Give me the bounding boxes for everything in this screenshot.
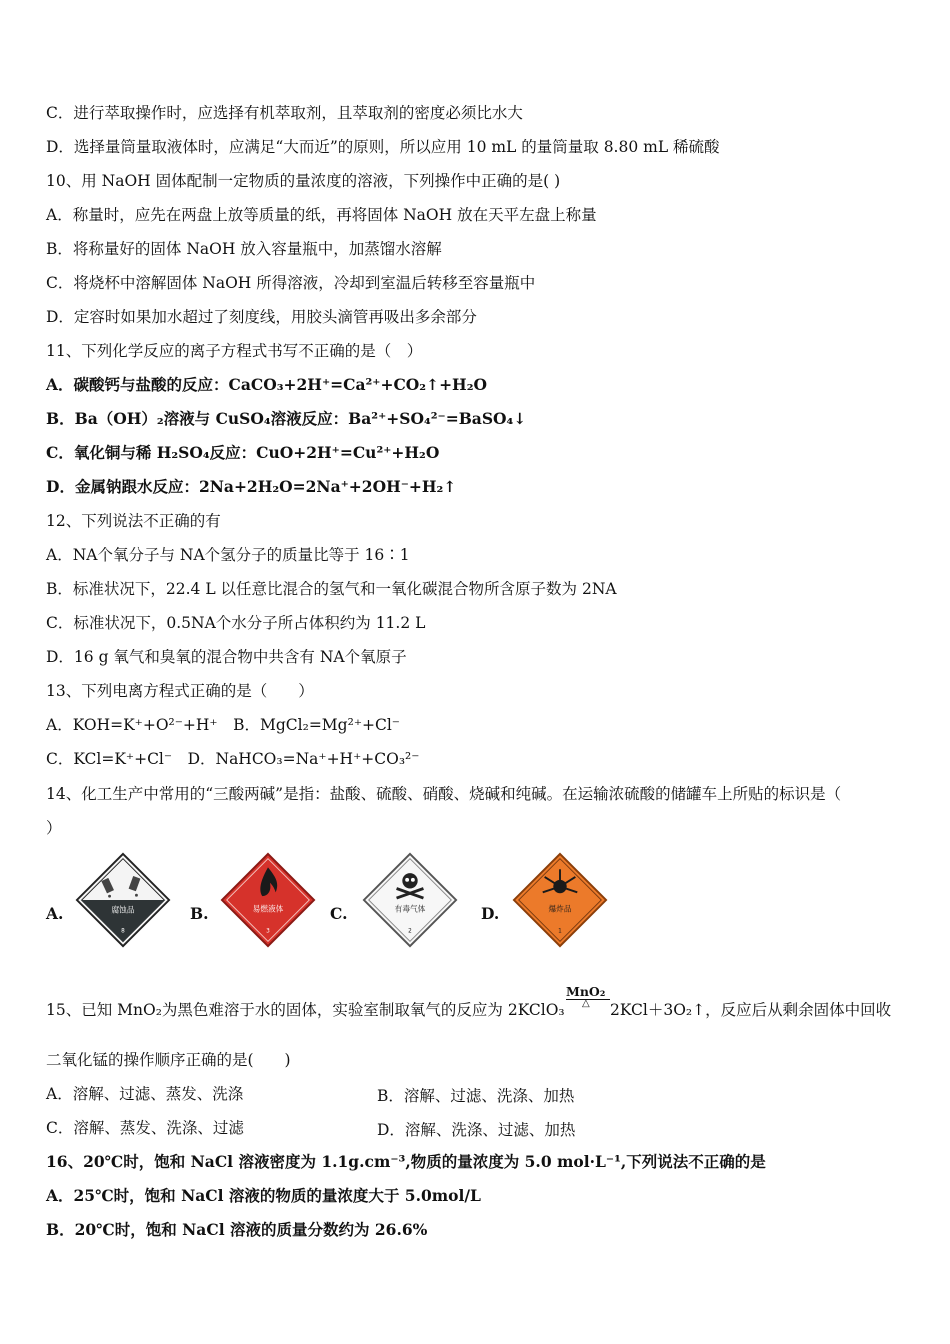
q14-stem-line1: 14、化工生产中常用的“三酸两碱”是指：盐酸、硫酸、硝酸、烧碱和纯碱。在运输浓硫酸的储罐车上所贴的标识是（	[46, 785, 842, 803]
q14-option-a-label: A.	[46, 904, 64, 923]
q15-heat-symbol: △	[582, 998, 590, 1009]
explosive-sign-icon	[509, 852, 611, 948]
q15-option-d: D．溶解、洗涤、过滤、加热	[377, 1121, 576, 1139]
q10-stem: 10、用 NaOH 固体配制一定物质的量浓度的溶液，下列操作中正确的是( )	[46, 172, 561, 190]
flammable-liquid-sign-icon	[217, 852, 319, 948]
q15-stem-post: 2KCl＋3O₂↑，反应后从剩余固体中回收	[610, 1001, 892, 1019]
q14-c-class-number: 2	[408, 928, 412, 935]
q10-option-b: B．将称量好的固体 NaOH 放入容量瓶中，加蒸馏水溶解	[46, 240, 442, 258]
q13-options-cd: C．KCl=K⁺+Cl⁻ D．NaHCO₃=Na⁺+H⁺+CO₃²⁻	[46, 750, 420, 768]
q14-b-class-number: 3	[266, 928, 270, 935]
q15-option-a: A．溶解、过滤、蒸发、洗涤	[46, 1085, 244, 1103]
q10-option-a: A．称量时，应先在两盘上放等质量的纸，再将固体 NaOH 放在天平左盘上称量	[46, 206, 597, 224]
q9-option-d: D．选择量筒量取液体时，应满足“大而近”的原则，所以应用 10 mL 的量筒量取 8.80 mL 稀硫酸	[46, 138, 720, 156]
q10-option-c: C．将烧杯中溶解固体 NaOH 所得溶液，冷却到室温后转移至容量瓶中	[46, 274, 536, 292]
q14-option-b-label: B.	[190, 904, 209, 923]
q12-option-c: C．标准状况下，0.5NA个水分子所占体积约为 11.2 L	[46, 614, 426, 632]
q15-stem-line2: 二氧化锰的操作顺序正确的是( )	[46, 1051, 291, 1069]
q12-option-a: A．NA个氧分子与 NA个氢分子的质量比等于 16∶1	[46, 546, 410, 564]
q10-option-d: D．定容时如果加水超过了刻度线，用胶头滴管再吸出多余部分	[46, 308, 477, 326]
q14-a-sign-text: 腐蚀品	[111, 905, 135, 915]
q14-option-c-label: C.	[330, 904, 348, 923]
q14-d-class-number: 1	[558, 928, 562, 935]
q15-stem-pre: 15、已知 MnO₂为黑色难溶于水的固体，实验室制取氧气的反应为 2KClO₃	[46, 1001, 565, 1019]
q14-b-sign-text: 易燃液体	[252, 904, 284, 914]
q15-catalyst: MnO₂	[566, 984, 606, 999]
q13-options-ab: A．KOH=K⁺+O²⁻+H⁺ B．MgCl₂=Mg²⁺+Cl⁻	[46, 716, 400, 734]
q16-option-b: B．20℃时，饱和 NaCl 溶液的质量分数约为 26.6%	[46, 1220, 428, 1239]
q14-c-sign-text: 有毒气体	[394, 904, 426, 914]
q11-option-a: A．碳酸钙与盐酸的反应：CaCO₃+2H⁺=Ca²⁺+CO₂↑+H₂O	[46, 375, 487, 394]
q13-stem: 13、下列电离方程式正确的是（ ）	[46, 682, 314, 700]
q11-stem: 11、下列化学反应的离子方程式书写不正确的是（ ）	[46, 342, 423, 360]
q16-option-a: A．25℃时，饱和 NaCl 溶液的物质的量浓度大于 5.0mol/L	[46, 1186, 481, 1205]
q15-option-c: C．溶解、蒸发、洗涤、过滤	[46, 1119, 244, 1137]
q12-option-d: D．16 g 氧气和臭氧的混合物中共含有 NA个氧原子	[46, 648, 407, 666]
toxic-gas-sign-icon	[359, 852, 461, 948]
q11-option-c: C．氧化铜与稀 H₂SO₄反应：CuO+2H⁺=Cu²⁺+H₂O	[46, 443, 440, 462]
corrosive-sign-icon	[72, 852, 174, 948]
q11-option-b: B．Ba（OH）₂溶液与 CuSO₄溶液反应：Ba²⁺+SO₄²⁻=BaSO₄↓	[46, 409, 527, 428]
q9-option-c: C．进行萃取操作时，应选择有机萃取剂，且萃取剂的密度必须比水大	[46, 104, 523, 122]
q14-a-class-number: 8	[121, 928, 125, 935]
q14-d-sign-text: 爆炸品	[548, 904, 572, 914]
q12-option-b: B．标准状况下，22.4 L 以任意比混合的氢气和一氧化碳混合物所含原子数为 2NA	[46, 580, 617, 598]
q15-option-b: B．溶解、过滤、洗涤、加热	[377, 1087, 575, 1105]
q14-stem-line2: ）	[46, 819, 62, 837]
q16-stem: 16、20℃时，饱和 NaCl 溶液密度为 1.1g.cm⁻³,物质的量浓度为 5.0 mol·L⁻¹,下列说法不正确的是	[46, 1152, 766, 1171]
q12-stem: 12、下列说法不正确的有	[46, 512, 221, 530]
q14-option-d-label: D.	[481, 904, 500, 923]
q11-option-d: D．金属钠跟水反应：2Na+2H₂O=2Na⁺+2OH⁻+H₂↑	[46, 477, 457, 496]
